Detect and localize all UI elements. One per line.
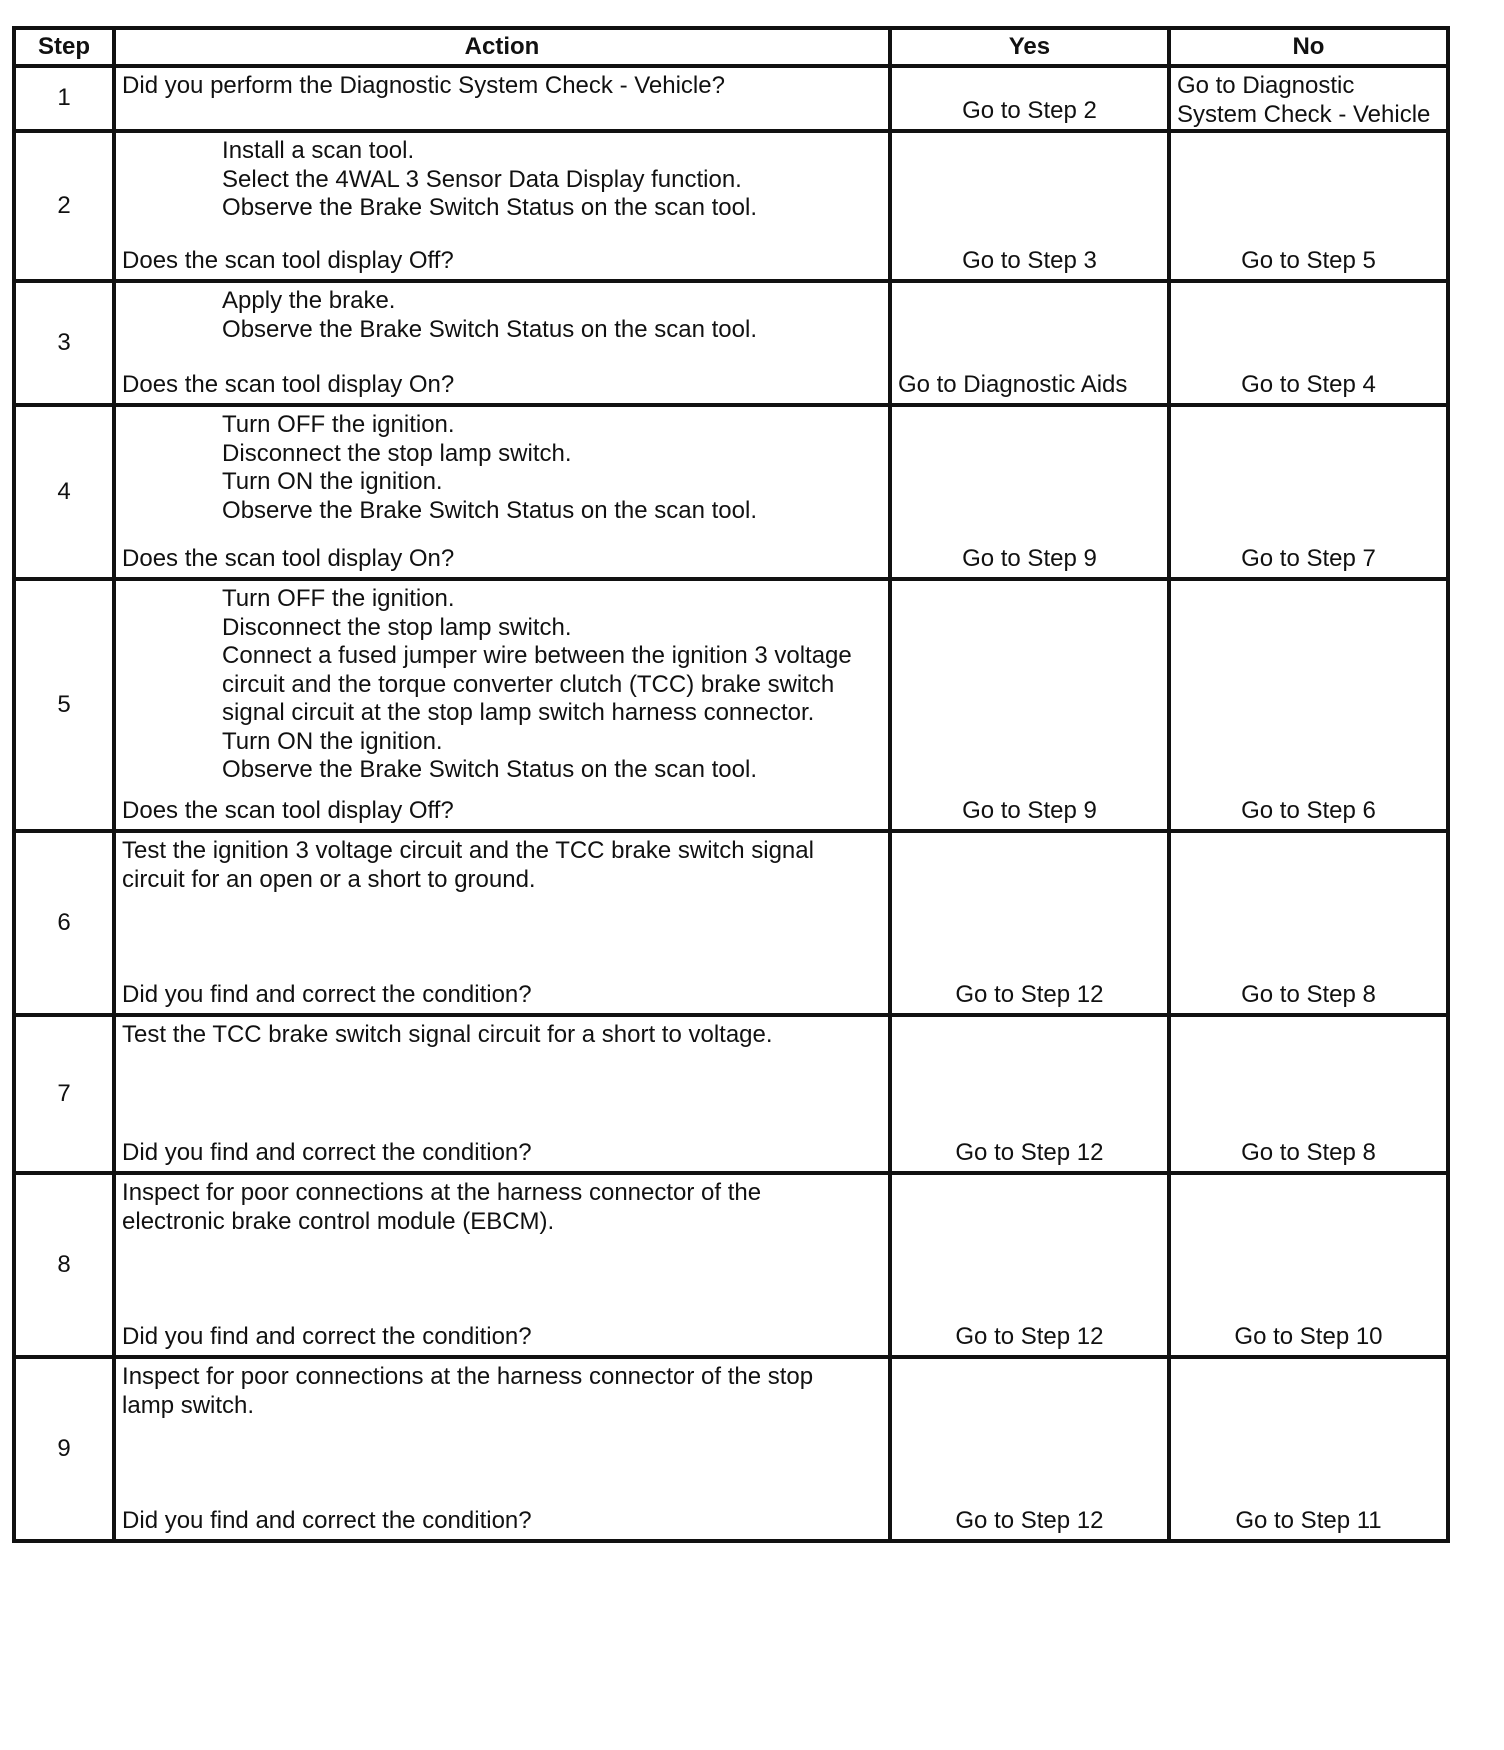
no-result-line: Go to Step 8 bbox=[1241, 980, 1376, 1008]
action-text-line: Did you perform the Diagnostic System Check - Vehicle? bbox=[122, 72, 725, 99]
action-text bbox=[122, 1363, 882, 1420]
no-result-line: System Check - Vehicle bbox=[1176, 100, 1431, 128]
step-number: 5 bbox=[14, 579, 114, 831]
table-row bbox=[14, 405, 1448, 579]
step-number: 8 bbox=[14, 1173, 114, 1357]
no-result bbox=[1169, 405, 1448, 579]
action-cell bbox=[114, 1173, 890, 1357]
yes-result: Go to Step 2 bbox=[890, 66, 1169, 131]
action-text bbox=[122, 1021, 882, 1050]
diagnostic-table bbox=[12, 26, 1450, 1543]
yes-result: Go to Step 12 bbox=[890, 1015, 1169, 1173]
action-text bbox=[122, 72, 882, 101]
step-number: 2 bbox=[14, 131, 114, 281]
step-number: 7 bbox=[14, 1015, 114, 1173]
table-row bbox=[14, 1173, 1448, 1357]
no-result-line: Go to Step 11 bbox=[1235, 1506, 1382, 1534]
no-result-line: Go to Step 5 bbox=[1241, 246, 1376, 274]
no-result-line: Go to Diagnostic bbox=[1176, 72, 1355, 99]
yes-result: Go to Step 9 bbox=[890, 579, 1169, 831]
table-row bbox=[14, 66, 1448, 131]
action-step-line: Apply the brake. bbox=[222, 287, 396, 314]
action-question: Did you find and correct the condition? bbox=[122, 1506, 532, 1534]
no-result-line: Go to Step 6 bbox=[1241, 796, 1376, 824]
action-question: Does the scan tool display Off? bbox=[122, 246, 454, 274]
no-result bbox=[1169, 1357, 1448, 1541]
action-question: Did you find and correct the condition? bbox=[122, 1138, 532, 1166]
action-step-line: Turn ON the ignition. bbox=[222, 727, 443, 755]
table-row bbox=[14, 831, 1448, 1015]
action-steps bbox=[122, 137, 882, 223]
action-cell bbox=[114, 131, 890, 281]
action-text bbox=[122, 1179, 882, 1236]
header-action: Action bbox=[114, 28, 890, 66]
action-steps bbox=[122, 585, 882, 785]
action-step-line: Observe the Brake Switch Status on the scan tool. bbox=[222, 194, 757, 221]
action-text-line: Test the ignition 3 voltage circuit and the TCC brake switch signal bbox=[122, 837, 814, 864]
action-step-line: Observe the Brake Switch Status on the scan tool. bbox=[222, 756, 757, 783]
header-no: No bbox=[1169, 28, 1448, 66]
action-step-line: Observe the Brake Switch Status on the scan tool. bbox=[222, 496, 757, 524]
action-text-line: Inspect for poor connections at the harness connector of the stop bbox=[122, 1363, 814, 1390]
action-step-line: Turn ON the ignition. bbox=[222, 468, 443, 495]
header-row bbox=[14, 28, 1448, 66]
action-cell bbox=[114, 66, 890, 131]
yes-result: Go to Step 9 bbox=[890, 405, 1169, 579]
action-step-line: signal circuit at the stop lamp switch harness connector. bbox=[222, 699, 815, 726]
step-number: 6 bbox=[14, 831, 114, 1015]
action-cell bbox=[114, 281, 890, 405]
action-step-line: Install a scan tool. bbox=[222, 137, 415, 164]
action-step-line: Select the 4WAL 3 Sensor Data Display function. bbox=[222, 165, 742, 193]
action-step-line: Connect a fused jumper wire between the ignition 3 voltage bbox=[222, 642, 852, 669]
action-text-line: electronic brake control module (EBCM). bbox=[122, 1207, 555, 1235]
action-step-line: circuit and the torque converter clutch (TCC) brake switch bbox=[222, 670, 835, 698]
no-result bbox=[1169, 131, 1448, 281]
header-yes: Yes bbox=[890, 28, 1169, 66]
action-steps bbox=[122, 287, 882, 344]
action-text-line: Inspect for poor connections at the harness connector of the bbox=[122, 1179, 762, 1206]
no-result-line: Go to Step 4 bbox=[1241, 370, 1376, 398]
action-text bbox=[122, 837, 882, 894]
no-result bbox=[1169, 1173, 1448, 1357]
action-question: Does the scan tool display On? bbox=[122, 544, 455, 572]
action-question: Did you find and correct the condition? bbox=[122, 980, 532, 1008]
no-result bbox=[1169, 281, 1448, 405]
step-number: 1 bbox=[14, 66, 114, 131]
table-row bbox=[14, 579, 1448, 831]
yes-result: Go to Step 3 bbox=[890, 131, 1169, 281]
action-cell bbox=[114, 405, 890, 579]
action-cell bbox=[114, 831, 890, 1015]
yes-result: Go to Diagnostic Aids bbox=[890, 281, 1169, 405]
action-question: Does the scan tool display On? bbox=[122, 370, 455, 398]
no-result-line: Go to Step 8 bbox=[1241, 1138, 1376, 1166]
action-step-line: Disconnect the stop lamp switch. bbox=[222, 613, 572, 641]
header-step: Step bbox=[14, 28, 114, 66]
step-number: 9 bbox=[14, 1357, 114, 1541]
action-step-line: Observe the Brake Switch Status on the scan tool. bbox=[222, 315, 757, 343]
no-result bbox=[1169, 579, 1448, 831]
no-result-line: Go to Step 7 bbox=[1241, 544, 1376, 572]
no-result bbox=[1169, 1015, 1448, 1173]
table-row bbox=[14, 281, 1448, 405]
step-number: 4 bbox=[14, 405, 114, 579]
step-number: 3 bbox=[14, 281, 114, 405]
action-step-line: Disconnect the stop lamp switch. bbox=[222, 439, 572, 467]
table-row bbox=[14, 1357, 1448, 1541]
action-cell bbox=[114, 1015, 890, 1173]
action-cell bbox=[114, 579, 890, 831]
yes-result: Go to Step 12 bbox=[890, 831, 1169, 1015]
no-result bbox=[1169, 66, 1448, 131]
action-question: Does the scan tool display Off? bbox=[122, 796, 454, 824]
action-text-line: circuit for an open or a short to ground. bbox=[122, 865, 536, 893]
no-result bbox=[1169, 831, 1448, 1015]
yes-result: Go to Step 12 bbox=[890, 1173, 1169, 1357]
table-row bbox=[14, 1015, 1448, 1173]
action-text-line: lamp switch. bbox=[122, 1391, 255, 1419]
no-result-line: Go to Step 10 bbox=[1234, 1322, 1383, 1350]
yes-result: Go to Step 12 bbox=[890, 1357, 1169, 1541]
table-row bbox=[14, 131, 1448, 281]
action-step-line: Turn OFF the ignition. bbox=[222, 411, 455, 438]
action-question: Did you find and correct the condition? bbox=[122, 1322, 532, 1350]
action-text-line: Test the TCC brake switch signal circuit for a short to voltage. bbox=[122, 1021, 773, 1048]
action-steps bbox=[122, 411, 882, 525]
action-cell bbox=[114, 1357, 890, 1541]
action-step-line: Turn OFF the ignition. bbox=[222, 585, 455, 612]
